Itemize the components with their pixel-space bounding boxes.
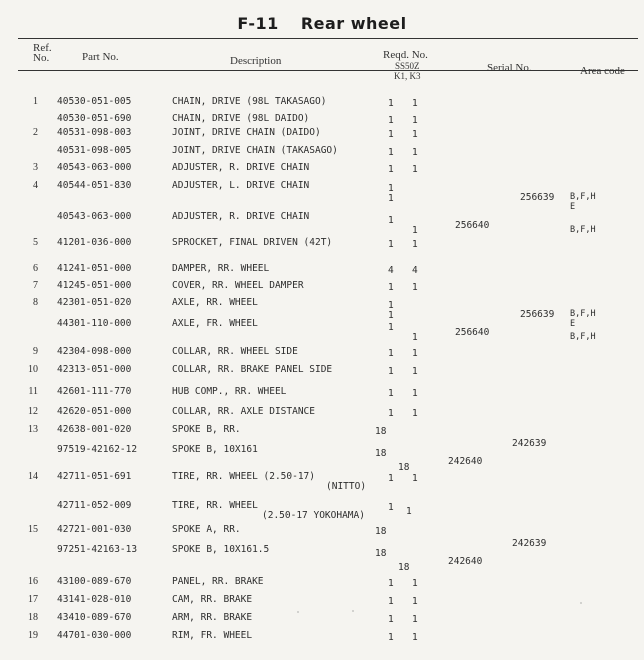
part-number: 41245-051-000	[57, 280, 132, 291]
part-number: 40530-051-690	[57, 113, 132, 124]
part-no-header: Part No.	[82, 51, 119, 63]
qty-k1: 18	[375, 426, 387, 437]
serial-number: 256639	[520, 192, 555, 203]
qty-k3: 1	[412, 348, 418, 359]
qty-k1: 1	[388, 614, 394, 625]
qty-k1: 1	[388, 596, 394, 607]
figure-code: F-11	[237, 14, 279, 33]
serial-number: 242640	[448, 556, 483, 567]
part-number: 41201-036-000	[57, 237, 132, 248]
qty-k1: 1	[388, 300, 394, 311]
qty-k1: 1	[388, 282, 394, 293]
part-description: ADJUSTER, L. DRIVE CHAIN	[172, 180, 310, 191]
qty-k1: 18	[375, 548, 387, 559]
qty-k3: 1	[412, 225, 418, 236]
area-code: B,F,H	[570, 332, 596, 342]
ref-number: 8	[33, 297, 38, 308]
part-description: ARM, RR. BRAKE	[172, 612, 253, 623]
ref-number: 15	[28, 524, 38, 535]
part-number: 43410-089-670	[57, 612, 132, 623]
ref-header-line2: No.	[33, 52, 50, 64]
area-code-extra: E	[570, 319, 576, 329]
ref-number: 11	[28, 386, 38, 397]
part-number: 42304-098-000	[57, 346, 132, 357]
qty-k1: 1	[388, 578, 394, 589]
area-code: B,F,H	[570, 309, 596, 319]
qty-k3: 1	[412, 129, 418, 140]
description-header: Description	[230, 55, 282, 67]
qty-k1-alt: 1	[388, 310, 394, 321]
part-description: RIM, FR. WHEEL	[172, 630, 253, 641]
qty-k1: 1	[388, 388, 394, 399]
serial-number: 256639	[520, 309, 555, 320]
qty-k1: 1	[388, 322, 394, 333]
part-number: 42601-111-770	[57, 386, 132, 397]
part-number: 44301-110-000	[57, 318, 132, 329]
area-code-header: Area code	[580, 65, 625, 77]
part-number: 42638-001-020	[57, 424, 132, 435]
qty-k3: 1	[412, 282, 418, 293]
qty-k1: 4	[388, 265, 394, 276]
ref-number: 10	[28, 364, 38, 375]
part-description: CHAIN, DRIVE (98L TAKASAGO)	[172, 96, 327, 107]
serial-number: 256640	[455, 220, 490, 231]
qty-k1: 1	[388, 348, 394, 359]
ref-number: 7	[33, 280, 38, 291]
ref-number: 2	[33, 127, 38, 138]
qty-k1: 1	[388, 215, 394, 226]
part-description: HUB COMP., RR. WHEEL	[172, 386, 287, 397]
part-number: 40530-051-005	[57, 96, 132, 107]
ref-number: 4	[33, 180, 38, 191]
part-description: SPOKE B, 10X161	[172, 444, 258, 455]
part-number: 42711-051-691	[57, 471, 132, 482]
part-description: SPOKE B, 10X161.5	[172, 544, 270, 555]
part-number: 40543-063-000	[57, 211, 132, 222]
qty-k3: 1	[412, 366, 418, 377]
serial-no-header: Serial No.	[487, 62, 532, 74]
print-speck	[580, 602, 582, 604]
ref-number: 14	[28, 471, 38, 482]
header-top-rule	[18, 38, 638, 39]
ref-number: 13	[28, 424, 38, 435]
part-description-note: (2.50-17 YOKOHAMA)	[262, 510, 365, 521]
qty-k1: 1	[388, 473, 394, 484]
part-number: 42313-051-000	[57, 364, 132, 375]
serial-number: 256640	[455, 327, 490, 338]
part-description: JOINT, DRIVE CHAIN (TAKASAGO)	[172, 145, 338, 156]
qty-k1: 1	[388, 164, 394, 175]
part-number: 43100-089-670	[57, 576, 132, 587]
part-number: 40543-063-000	[57, 162, 132, 173]
part-description: TIRE, RR. WHEEL (2.50-17)	[172, 471, 315, 482]
qty-k3: 4	[412, 265, 418, 276]
serial-number: 242639	[512, 438, 547, 449]
qty-k1: 18	[375, 448, 387, 459]
area-code: B,F,H	[570, 192, 596, 202]
part-number: 40544-051-830	[57, 180, 132, 191]
qty-k3: 1	[412, 98, 418, 109]
part-number: 42721-001-030	[57, 524, 132, 535]
part-description: DAMPER, RR. WHEEL	[172, 263, 270, 274]
ref-number: 16	[28, 576, 38, 587]
part-number: 42301-051-020	[57, 297, 132, 308]
qty-k3: 1	[412, 596, 418, 607]
part-description: AXLE, FR. WHEEL	[172, 318, 258, 329]
figure-name: Rear wheel	[300, 14, 407, 33]
qty-k3: 1	[412, 632, 418, 643]
part-description: SPROCKET, FINAL DRIVEN (42T)	[172, 237, 333, 248]
serial-number: 242639	[512, 538, 547, 549]
part-number: 97251-42163-13	[57, 544, 138, 555]
qty-k3: 1	[412, 147, 418, 158]
page-title	[0, 14, 644, 33]
part-description: PANEL, RR. BRAKE	[172, 576, 264, 587]
qty-k1: 1	[388, 366, 394, 377]
part-description: COLLAR, RR. AXLE DISTANCE	[172, 406, 315, 417]
ref-number: 9	[33, 346, 38, 357]
header-bottom-rule	[18, 70, 638, 71]
reqd-no-header: Reqd. No.	[383, 49, 428, 61]
area-code: B,F,H	[570, 225, 596, 235]
ref-number: 3	[33, 162, 38, 173]
part-description: CAM, RR. BRAKE	[172, 594, 253, 605]
part-number: 44701-030-000	[57, 630, 132, 641]
part-number: 40531-098-003	[57, 127, 132, 138]
part-description: SPOKE A, RR.	[172, 524, 241, 535]
part-description: COLLAR, RR. WHEEL SIDE	[172, 346, 298, 357]
qty-k1: 1	[388, 183, 394, 194]
qty-k1: 1	[388, 129, 394, 140]
print-speck	[297, 611, 299, 613]
qty-k3: 1	[412, 578, 418, 589]
area-code-extra: E	[570, 202, 576, 212]
ref-number: 18	[28, 612, 38, 623]
model-header: SS50Z	[395, 61, 420, 71]
part-description: CHAIN, DRIVE (98L DAIDO)	[172, 113, 310, 124]
qty-k1: 1	[388, 115, 394, 126]
qty-k3: 1	[412, 614, 418, 625]
print-speck	[352, 610, 354, 612]
part-number: 41241-051-000	[57, 263, 132, 274]
qty-k1: 18	[375, 526, 387, 537]
qty-k3: 1	[412, 239, 418, 250]
qty-k1: 1	[388, 502, 394, 513]
ref-number: 12	[28, 406, 38, 417]
qty-k1: 1	[388, 632, 394, 643]
part-description-note: (NITTO)	[326, 481, 367, 492]
serial-number: 242640	[448, 456, 483, 467]
ref-number: 19	[28, 630, 38, 641]
qty-k1: 1	[388, 239, 394, 250]
part-description: TIRE, RR. WHEEL	[172, 500, 258, 511]
qty-k3: 1	[412, 164, 418, 175]
ref-number: 1	[33, 96, 38, 107]
qty-k1: 1	[388, 408, 394, 419]
part-description: COVER, RR. WHEEL DAMPER	[172, 280, 304, 291]
qty-k3: 1	[406, 506, 412, 517]
part-number: 97519-42162-12	[57, 444, 138, 455]
qty-k3: 1	[412, 388, 418, 399]
qty-k1-alt: 1	[388, 193, 394, 204]
ref-number: 17	[28, 594, 38, 605]
ref-header: Ref.	[33, 42, 52, 54]
qty-k3: 18	[398, 462, 410, 473]
ref-number: 5	[33, 237, 38, 248]
part-description: COLLAR, RR. BRAKE PANEL SIDE	[172, 364, 333, 375]
part-number: 40531-098-005	[57, 145, 132, 156]
part-description: ADJUSTER, R. DRIVE CHAIN	[172, 162, 310, 173]
part-number: 42711-052-009	[57, 500, 132, 511]
qty-k1: 1	[388, 98, 394, 109]
qty-k3: 18	[398, 562, 410, 573]
qty-k3: 1	[412, 473, 418, 484]
variant-header: K1, K3	[394, 71, 421, 81]
qty-k3: 1	[412, 408, 418, 419]
part-description: AXLE, RR. WHEEL	[172, 297, 258, 308]
part-description: SPOKE B, RR.	[172, 424, 241, 435]
part-number: 42620-051-000	[57, 406, 132, 417]
ref-number: 6	[33, 263, 38, 274]
qty-k3: 1	[412, 115, 418, 126]
qty-k3: 1	[412, 332, 418, 343]
qty-k1: 1	[388, 147, 394, 158]
part-description: JOINT, DRIVE CHAIN (DAIDO)	[172, 127, 321, 138]
part-number: 43141-028-010	[57, 594, 132, 605]
part-description: ADJUSTER, R. DRIVE CHAIN	[172, 211, 310, 222]
